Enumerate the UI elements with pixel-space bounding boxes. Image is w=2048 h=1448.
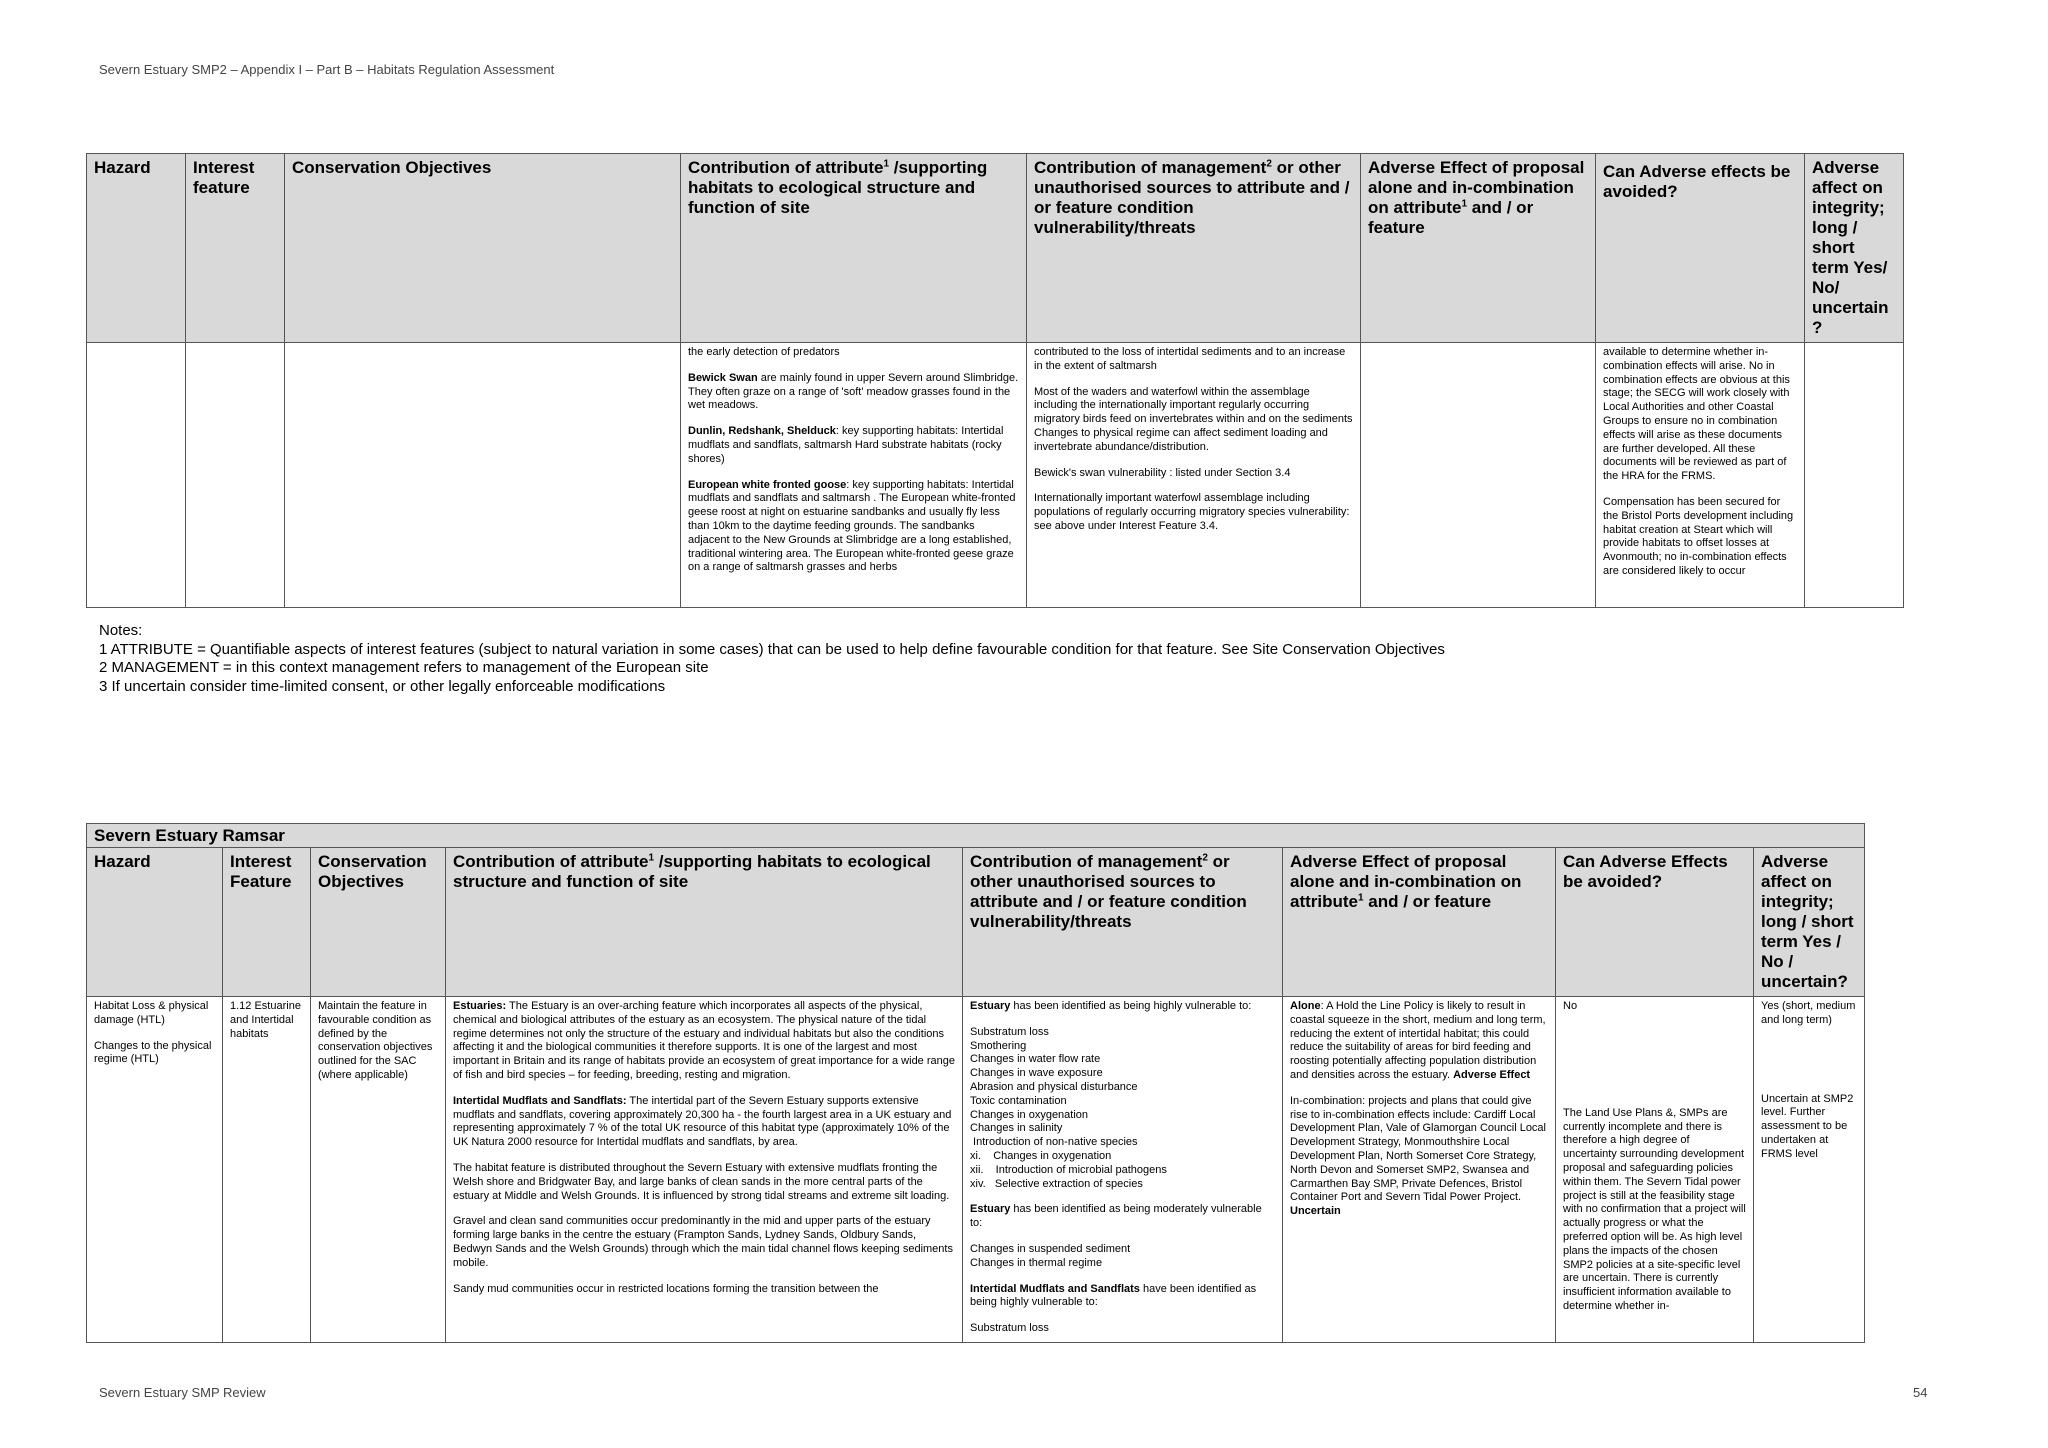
cell-hazard [87,343,186,608]
cell-adverse: Alone: A Hold the Line Policy is likely to result in coastal squeeze in the short, medium and long term, reducing the extent of intertidal habitat; this could reduce the suitability of areas for bird feeding and roosting potentially affecting population distribution and densities across the estuary. Adverse Effect In-combination: projects and plans that could give rise to in-combination effects include: Cardiff Local Development Plan, Vale of Glamorgan Council Local Development Strategy, Monmouthshire Local Development Plan, North Somerset Core Strategy, North Devon and Somerset SMP2, Swansea and Carmarthen Bay SMP, Private Defences, Bristol Container Port and Severn Tidal Power Project. Uncertain [1283,997,1556,1343]
table-row [87,343,1904,608]
list-item: xi. Changes in oxygenation [970,1149,1112,1162]
list-item: Changes in thermal regime [970,1256,1103,1269]
list-item: Abrasion and physical disturbance [970,1080,1138,1093]
vulnerability-list [970,1026,1275,1192]
cell-integrity [1805,343,1904,608]
habitats-assessment-table-continued [86,153,1904,608]
cell-conservation: Maintain the feature in favourable condition as defined by the conservation objectives outlined for the SAC (where applicable) [311,997,446,1343]
header-adverse-integrity: Adverse affect on integrity; long / short term Yes / No / uncertain? [1754,848,1865,997]
note-1: 1 ATTRIBUTE = Quantifiable aspects of interest features (subject to natural variation in some cases) that can be used to help define favourable condition for that feature. See Site Conservation Objectives [99,640,1445,658]
ramsar-assessment-table [86,823,1865,1343]
table-row [87,997,1865,1343]
cell-contribution: the early detection of predators Bewick Swan are mainly found in upper Severn around Slimbridge. They often graze on a range of 'soft' meadow grasses found in the wet meadows. Dunlin, Redshank, Shelduck: key supporting habitats: Intertidal mudflats and sandflats, saltmarsh Hard substrate habitats (rocky shores) European white fronted goose: key supporting habitats: Intertidal mudflats and sandflats and saltmarsh . The European white-fronted geese roost at night on estuarine sandbanks and usually fly less than 10km to the daytime feeding grounds. The sandbanks adjacent to the New Grounds at Slimbridge are a long established, traditional wintering area. The European white-fronted geese graze on a range of saltmarsh grasses and herbs [681,343,1027,608]
cell-avoided: available to determine whether in-combination effects will arise. No in combination effects are obvious at this stage; the SECG will work closely with Local Authorities and other Coastal Groups to ensure no in combination effects will arise as these documents are further developed. All these documents will be reviewed as part of the HRA for the FRMS. Compensation has been secured for the Bristol Ports development including habitat creation at Steart which will provide habitats to offset losses at Avonmouth; no in-combination effects are considered likely to occur [1596,343,1805,608]
header-hazard: Hazard [87,848,223,997]
header-interest-feature: Interest Feature [223,848,311,997]
cell-integrity: Yes (short, medium and long term) Uncertain at SMP2 level. Further assessment to be undertaken at FRMS level [1754,997,1865,1343]
moderate-vulnerability-list [970,1243,1275,1271]
notes-block [99,622,1445,696]
note-2: 2 MANAGEMENT = in this context management refers to management of the European site [99,659,709,676]
table-title: Severn Estuary Ramsar [87,824,1865,848]
list-item: Changes in salinity [970,1122,1063,1135]
header-adverse-integrity: Adverse affect on integrity; long / short term Yes/ No/ uncertain ? [1805,154,1904,343]
cell-hazard: Habitat Loss & physical damage (HTL) Changes to the physical regime (HTL) [87,997,223,1343]
list-item: Toxic contamination [970,1094,1067,1107]
cell-interest [186,343,285,608]
header-can-be-avoided: Can Adverse Effects be avoided? [1556,848,1754,997]
cell-interest: 1.12 Estuarine and Intertidal habitats [223,997,311,1343]
page-footer: Severn Estuary SMP Review [99,1385,266,1400]
list-item: Changes in water flow rate [970,1053,1101,1066]
header-contribution-management: Contribution of management$^2$ or other unauthorised sources to attribute and / or feature condition vulnerability/threats [1027,154,1361,343]
cell-conservation [285,343,681,608]
header-hazard: Hazard [87,154,186,343]
note-3: 3 If uncertain consider time-limited consent, or other legally enforceable modifications [99,677,666,695]
cell-management: contributed to the loss of intertidal sediments and to an increase in the extent of saltmarsh Most of the waders and waterfowl within the assemblage including the internationally important regularly occurring migratory birds feed on invertebrates within and on the sediments Changes to physical regime can affect sediment loading and invertebrate abundance/distribution. Bewick's swan vulnerability : listed under Section 3.4 Internationally important waterfowl assemblage including populations of regularly occurring migratory species vulnerability: see above under Interest Feature 3.4. [1027,343,1361,608]
cell-avoided: No The Land Use Plans &, SMPs are currently incomplete and there is therefore a high degree of uncertainty surrounding development proposal and safeguarding policies within them. The Severn Tidal power project is still at the feasibility stage with no confirmation that a project will actually progress or what the preferred option will be. As high level plans the impacts of the chosen SMP2 policies at a site-specific level are uncertain. There is currently insufficient information available to determine whether in- [1556,997,1754,1343]
cell-adverse [1361,343,1596,608]
cell-contribution: Estuaries: The Estuary is an over-arching feature which incorporates all aspects of the physical, chemical and biological attributes of the estuary as an ecosystem. The physical nature of the tidal regime determines not only the structure of the estuary and individual habitats but also the conditions affecting it and the biological communities it therefore supports. It is one of the largest and most important in Britain and its range of habitats provide an ecosystem of great importance for a wide range of fish and bird species – for feeding, breeding, resting and migration. Intertidal Mudflats and Sandflats: The intertidal part of the Severn Estuary supports extensive mudflats and sandflats, covering approximately 20,300 ha - the fourth largest area in a UK estuary and representing approximately 7 % of the total UK resource of this habitat type (approximately 10% of the UK Natura 2000 resource for Intertidal mudflats and sandflats, by area. The habitat feature is distributed throughout the Severn Estuary with extensive mudflats fronting the Welsh shore and Bridgwater Bay, and large banks of clean sands in the more central parts of the estuary at Middle and Welsh Grounds. It is influenced by strong tidal streams and extreme silt loading. Gravel and clean sand communities occur predominantly in the mid and upper parts of the estuary forming large banks in the centre the estuary (Frampton Sands, Lydney Sands, Oldbury Sands, Bedwyn Sands and the Welsh Grounds) through which the main tidal channel flows keeping sediments mobile. Sandy mud communities occur in restricted locations forming the transition between the [446,997,963,1343]
list-item: Changes in wave exposure [970,1067,1103,1080]
cell-management: Estuary has been identified as being highly vulnerable to: Substratum loss Smothering Changes in water flow rate Changes in wave exposure Abrasion and physical disturbance Toxic contamination Changes in oxygenation Changes in salinity Introduction of non-native species xi. Changes in oxygenation xii. Introduction of microbial pathogens xiv. Selective extraction of species Estuary has been identified as being moderately vulnerable to: Changes in suspended sediment Changes in thermal regime Intertidal Mudflats and Sandflats have been identified as being highly vulnerable to: Substratum loss [963,997,1283,1343]
page-header: Severn Estuary SMP2 – Appendix I – Part B – Habitats Regulation Assessment [99,62,555,77]
list-item: xii. Introduction of microbial pathogens [970,1163,1167,1176]
header-adverse-effect: Adverse Effect of proposal alone and in-combination on attribute$^1$ and / or feature [1283,848,1556,997]
header-can-be-avoided: Can Adverse effects be avoided? [1596,154,1805,343]
header-contribution-attribute: Contribution of attribute$^1$ /supporting habitats to ecological structure and function of site [446,848,963,997]
list-item: Introduction of non-native species [970,1136,1138,1149]
header-conservation-objectives: Conservation Objectives [285,154,681,343]
list-item: Changes in suspended sediment [970,1242,1131,1255]
list-item: Changes in oxygenation [970,1108,1089,1121]
notes-title: Notes: [99,622,143,639]
header-interest-feature: Interest feature [186,154,285,343]
list-item: xiv. Selective extraction of species [970,1177,1143,1190]
header-contribution-attribute: Contribution of attribute$^1$ /supporting habitats to ecological structure and function of site [681,154,1027,343]
header-conservation-objectives: Conservation Objectives [311,848,446,997]
header-adverse-effect: Adverse Effect of proposal alone and in-combination on attribute$^1$ and / or feature [1361,154,1596,343]
page-number: 54 [1913,1385,1928,1400]
list-item: Smothering [970,1039,1027,1052]
list-item: Substratum loss [970,1025,1049,1038]
header-contribution-management: Contribution of management$^2$ or other unauthorised sources to attribute and / or feature condition vulnerability/threats [963,848,1283,997]
